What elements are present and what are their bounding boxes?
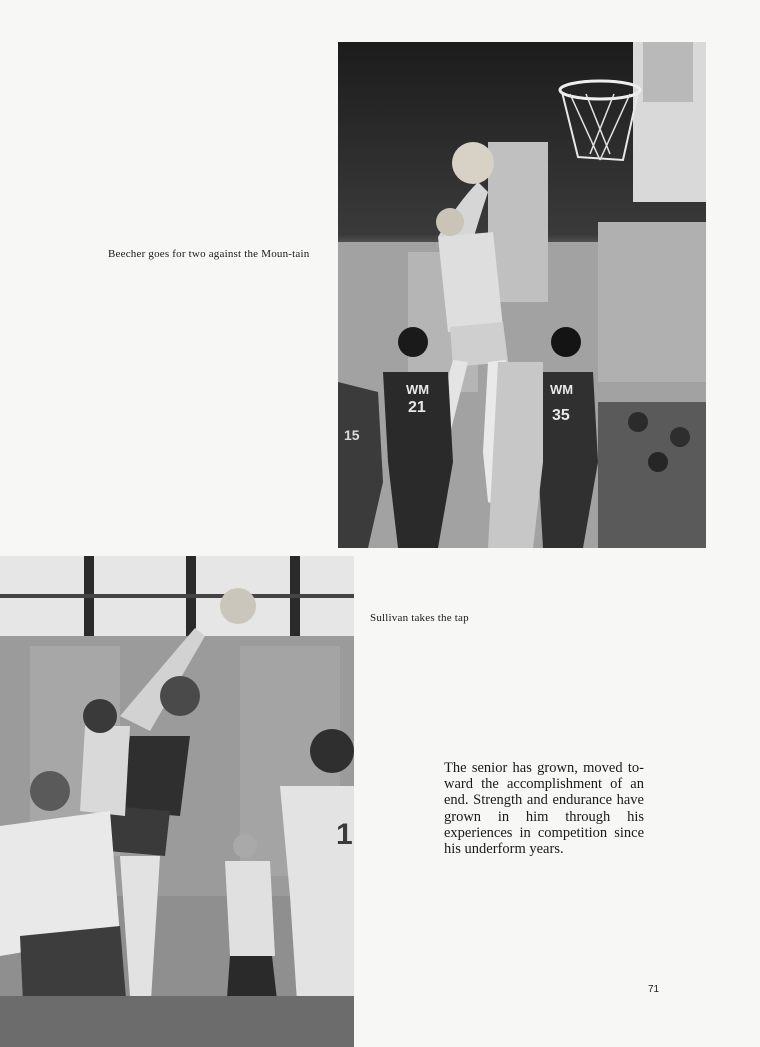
jersey-number-1: 1 <box>336 818 353 851</box>
basketball-photo-bottom <box>0 556 354 1047</box>
jersey-number-21: 21 <box>408 399 426 416</box>
jersey-letters-21: WM <box>406 382 430 397</box>
photo-sullivan-tap <box>0 556 354 1047</box>
body-paragraph: The senior has grown, moved to-ward the accomplishment of an end. Strength and endurance have grown in him through his experiences in competition since his underform years. <box>444 760 644 858</box>
jersey-number-15: 15 <box>344 427 360 443</box>
basketball-photo-top <box>338 42 706 548</box>
jersey-letters-35: WM <box>550 382 574 397</box>
photo-beecher-layup <box>338 42 706 548</box>
page-number: 71 <box>648 984 660 995</box>
caption-sullivan: Sullivan takes the tap <box>370 612 469 624</box>
jersey-number-35: 35 <box>552 407 570 424</box>
caption-beecher: Beecher goes for two against the Moun-tain <box>108 248 310 260</box>
